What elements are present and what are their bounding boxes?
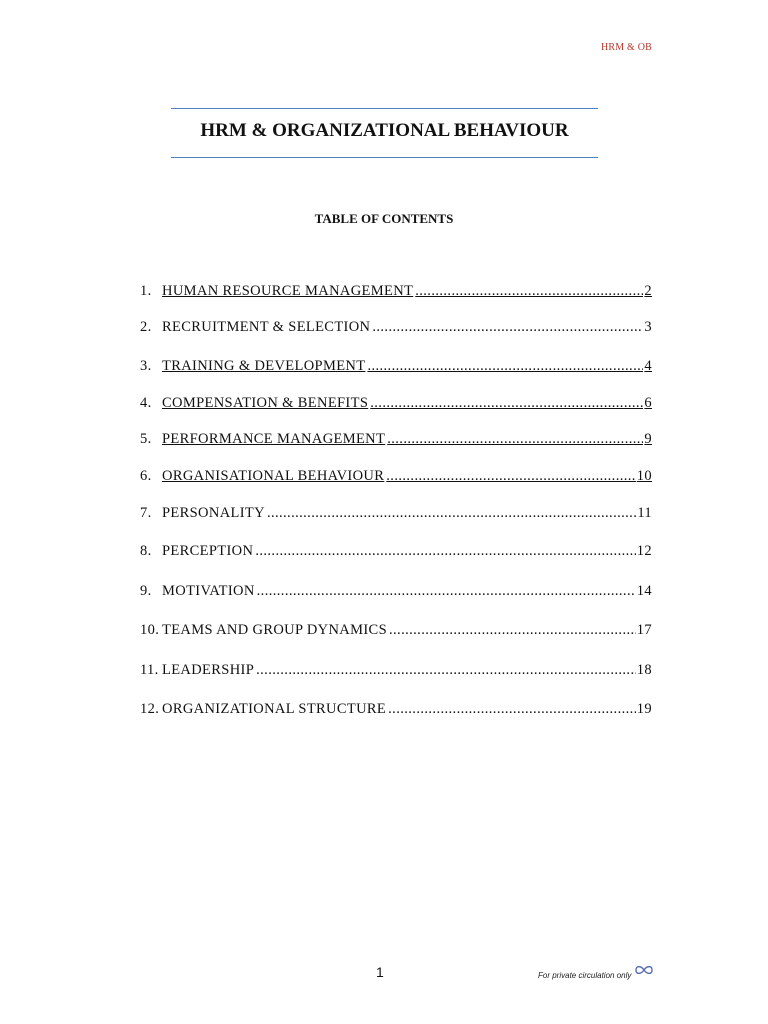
title-rule-top [171, 108, 598, 109]
toc-heading: TABLE OF CONTENTS [314, 211, 454, 226]
toc-entry-number: 12. [140, 701, 160, 717]
toc-leader-dots [386, 468, 636, 485]
toc-leader-dots [388, 701, 636, 718]
toc-entry-label: LEADERSHIP [162, 662, 255, 678]
toc-entry[interactable] [140, 468, 652, 486]
document-title: HRM & ORGANIZATIONAL BEHAVIOUR [200, 120, 569, 141]
toc-entry-number: 2. [140, 319, 152, 335]
running-header: HRM & OB [600, 42, 652, 53]
toc-entry-page: 9 [644, 431, 652, 447]
toc-entry-page: 17 [636, 622, 652, 638]
toc-entry-label: MOTIVATION [162, 583, 255, 599]
toc-leader-dots [372, 319, 643, 336]
toc-entry[interactable] [140, 583, 652, 601]
toc-entry[interactable] [140, 505, 652, 523]
toc-entry-number: 6. [140, 468, 152, 484]
toc-entry-label: ORGANISATIONAL BEHAVIOUR [162, 468, 385, 484]
toc-entry-page: 4 [644, 358, 652, 374]
toc-entry-page: 14 [636, 583, 652, 599]
toc-leader-dots [255, 543, 635, 560]
toc-entry-page: 3 [644, 319, 652, 335]
toc-leader-dots [370, 395, 643, 412]
toc-entry[interactable] [140, 543, 652, 561]
toc-entry[interactable] [140, 622, 652, 640]
page-number: 1 [376, 964, 384, 980]
toc-entry-label: HUMAN RESOURCE MANAGEMENT [162, 283, 414, 299]
toc-entry[interactable] [140, 662, 652, 680]
toc-entry[interactable] [140, 319, 652, 337]
toc-entry-number: 8. [140, 543, 152, 559]
toc-entry-label: PERCEPTION [162, 543, 254, 559]
toc-leader-dots [389, 622, 636, 639]
toc-entry[interactable] [140, 395, 652, 413]
toc-entry-page: 10 [636, 468, 652, 484]
toc-entry-page: 2 [644, 283, 652, 299]
toc-entry-label: RECRUITMENT & SELECTION [162, 319, 371, 335]
toc-entry[interactable] [140, 701, 652, 719]
toc-entry-label: TRAINING & DEVELOPMENT [162, 358, 366, 374]
toc-leader-dots [257, 583, 636, 600]
toc-leader-dots [256, 662, 636, 679]
toc-entry-number: 7. [140, 505, 152, 521]
toc-entry[interactable] [140, 431, 652, 449]
toc-entry-label: ORGANIZATIONAL STRUCTURE [162, 701, 387, 717]
toc-leader-dots [267, 505, 636, 522]
infinity-logo-icon [634, 964, 654, 976]
toc-leader-dots [387, 431, 643, 448]
toc-entry-number: 10. [140, 622, 160, 638]
toc-entry[interactable] [140, 358, 652, 376]
toc-entry-label: TEAMS AND GROUP DYNAMICS [162, 622, 387, 638]
toc-entry-label: COMPENSATION & BENEFITS [162, 395, 369, 411]
toc-entry-page: 12 [636, 543, 652, 559]
toc-entry-label: PERFORMANCE MANAGEMENT [162, 431, 386, 447]
toc-entry-number: 4. [140, 395, 152, 411]
toc-entry-number: 1. [140, 283, 152, 299]
toc-entry-page: 11 [637, 505, 652, 521]
title-rule-bottom [171, 157, 598, 158]
toc-entry-number: 3. [140, 358, 152, 374]
footer-note: For private circulation only [538, 971, 632, 980]
toc-entry-label: PERSONALITY [162, 505, 265, 521]
toc-entry-number: 11. [140, 662, 159, 678]
toc-entry[interactable] [140, 283, 652, 301]
toc-entry-page: 19 [636, 701, 652, 717]
toc-leader-dots [367, 358, 643, 375]
toc-entry-number: 5. [140, 431, 152, 447]
toc-entry-number: 9. [140, 583, 152, 599]
toc-entry-page: 18 [636, 662, 652, 678]
toc-leader-dots [415, 283, 643, 300]
toc-entry-page: 6 [644, 395, 652, 411]
